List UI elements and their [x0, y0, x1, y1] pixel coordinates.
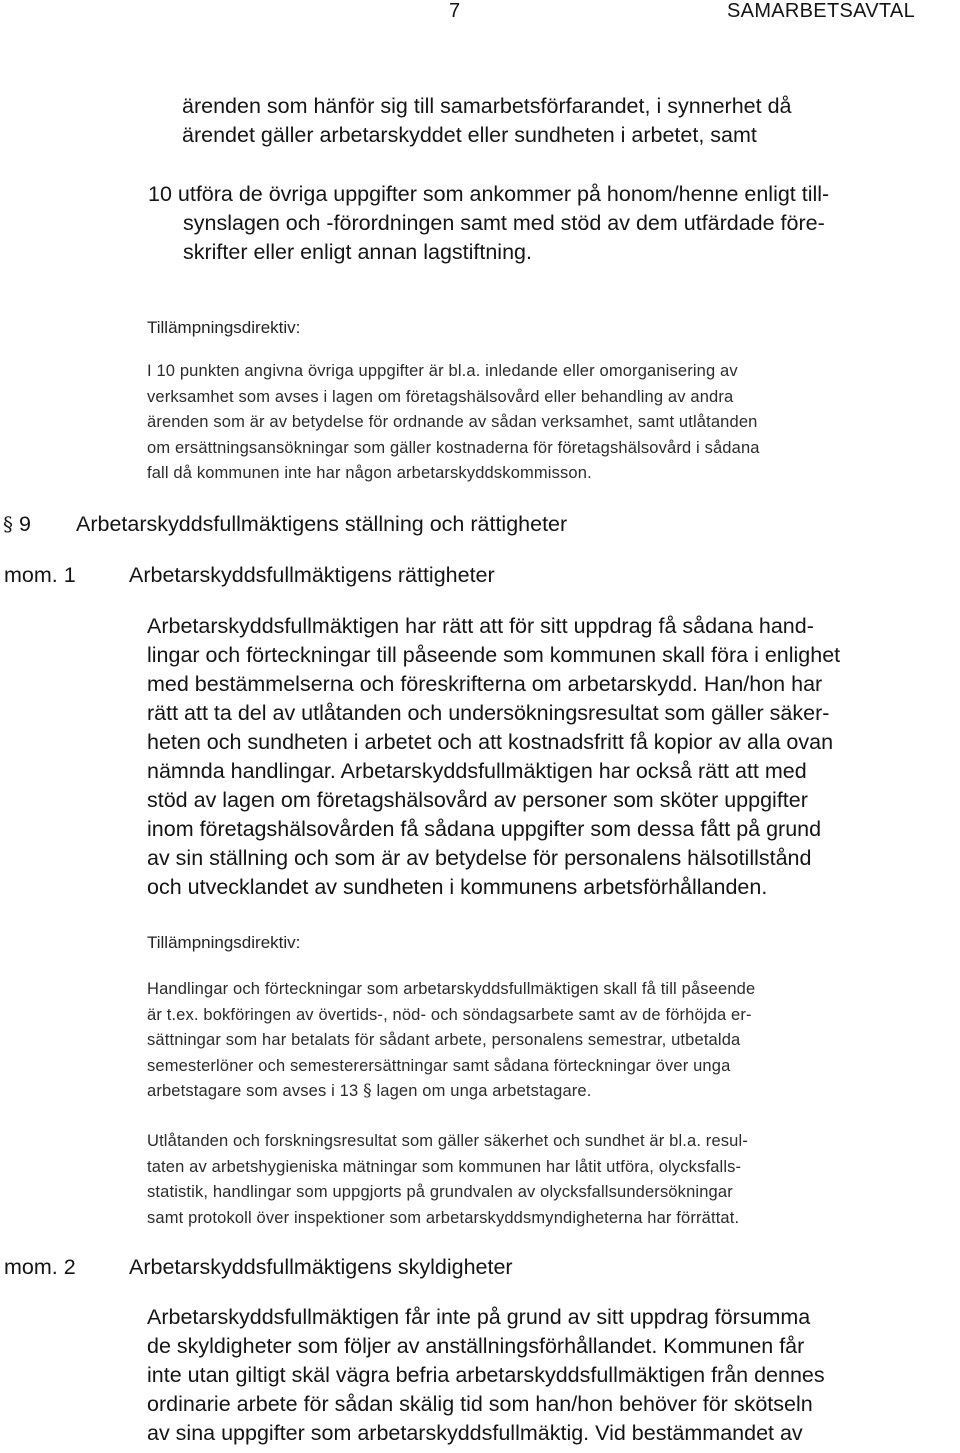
text-line: Arbetarskyddsfullmäktigen får inte på grund av sitt uppdrag försumma — [147, 1305, 811, 1329]
text-line: rätt att ta del av utlåtanden och undersökningsresultat som gäller säker- — [147, 701, 830, 725]
section-number: 9 — [18, 512, 31, 536]
text-line: och utvecklandet av sundheten i kommunens arbetsförhållanden. — [147, 875, 768, 899]
mom-2-paragraph — [147, 1303, 825, 1448]
text-line: ärendet gäller arbetarskyddet eller sundheten i arbetet, samt — [182, 123, 757, 147]
directive-paragraph — [147, 359, 760, 487]
directive-paragraph — [147, 1129, 748, 1231]
text-line: Handlingar och förteckningar som arbetarskyddsfullmäktigen skall få till påseende — [147, 980, 756, 998]
text-line: I 10 punkten angivna övriga uppgifter är bl.a. inledande eller omorganisering av — [147, 362, 738, 380]
text-line: synslagen och -förordningen samt med stöd av dem utfärdade före- — [183, 211, 825, 235]
text-line: sättningar som har betalats för sådant arbete, personalens semestrar, utbetalda — [147, 1031, 741, 1049]
directive-label: Tillämpningsdirektiv: — [147, 318, 301, 337]
section-sign: § — [3, 512, 13, 536]
text-line: skrifter eller enligt annan lagstiftning. — [183, 240, 532, 264]
text-line: heten och sundheten i arbetet och att kostnadsfritt få kopior av alla ovan — [147, 730, 834, 754]
text-line: de skyldigheter som följer av anställningsförhållandet. Kommunen får — [147, 1334, 805, 1358]
text-line: med bestämmelserna och föreskrifterna om arbetarskydd. Han/hon har — [147, 672, 823, 696]
directive-label: Tillämpningsdirektiv: — [147, 933, 301, 952]
text-line: är t.ex. bokföringen av övertids-, nöd- och söndagsarbete samt av de förhöjda er- — [147, 1005, 752, 1024]
text-fragment: lagen om unga arbetstagare. — [376, 1082, 592, 1100]
intro-paragraph — [182, 92, 792, 150]
text-line: 10 utföra de övriga uppgifter som ankommer på honom/henne enligt till- — [148, 182, 830, 206]
mom-title: Arbetarskyddsfullmäktigens skyldigheter — [129, 1255, 513, 1279]
text-line: fall då kommunen inte har någon arbetarskyddskommisson. — [147, 464, 592, 482]
page-number: 7 — [449, 0, 461, 22]
mom-title: Arbetarskyddsfullmäktigens rättigheter — [129, 563, 495, 587]
directive-paragraph — [147, 977, 755, 1105]
text-line: samt protokoll över inspektioner som arbetarskyddsmyndigheterna har förrättat. — [147, 1208, 740, 1227]
text-line: lingar och förteckningar till påseende som kommunen skall föra i enlighet — [147, 643, 841, 667]
text-line — [147, 1079, 755, 1105]
mom-label: mom. 1 — [4, 563, 76, 587]
text-line: om ersättningsansökningar som gäller kostnaderna för företagshälsovård i sådana — [147, 438, 760, 457]
text-line: inte utan giltigt skäl vägra befria arbetarskyddsfullmäktigen från dennes — [147, 1363, 825, 1387]
mom-label: mom. 2 — [4, 1255, 76, 1279]
text-fragment: arbetstagare som avses i 13 — [147, 1082, 359, 1100]
text-line: semesterlöner och semesterersättningar samt sådana förteckningar över unga — [147, 1056, 731, 1075]
text-line: nämnda handlingar. Arbetarskyddsfullmäktigen har också rätt att med — [147, 759, 807, 783]
section-heading — [3, 512, 31, 537]
text-line: ordinarie arbete för sådan skälig tid som han/hon behöver för skötseln — [147, 1392, 813, 1416]
text-line: ärenden som är av betydelse för ordnande av sådan verksamhet, samt utlåtanden — [147, 413, 758, 431]
document-title: SAMARBETSAVTAL — [727, 0, 915, 22]
mom-1-paragraph — [147, 612, 840, 902]
text-line: Utlåtanden och forskningsresultat som gäller säkerhet och sundhet är bl.a. resul- — [147, 1132, 748, 1150]
section-title: Arbetarskyddsfullmäktigens ställning och rättigheter — [76, 512, 568, 536]
text-line: av sina uppgifter som arbetarskyddsfullmäktig. Vid bestämmandet av — [147, 1421, 803, 1445]
item-10-paragraph — [148, 180, 829, 267]
text-line: inom företagshälsovården få sådana uppgifter som dessa fått på grund — [147, 817, 822, 841]
text-line: verksamhet som avses i lagen om företagshälsovård eller behandling av andra — [147, 387, 734, 406]
text-line: ärenden som hänför sig till samarbetsförfarandet, i synnerhet då — [182, 94, 792, 118]
section-sign: § — [363, 1081, 372, 1101]
text-line: stöd av lagen om företagshälsovård av personer som sköter uppgifter — [147, 788, 808, 812]
text-line: taten av arbetshygieniska mätningar som kommunen har låtit utföra, olycksfalls- — [147, 1157, 742, 1176]
text-line: statistik, handlingar som uppgjorts på grundvalen av olycksfallsundersökningar — [147, 1183, 733, 1201]
text-line: av sin ställning och som är av betydelse för personalens hälsotillstånd — [147, 846, 812, 870]
text-line: Arbetarskyddsfullmäktigen har rätt att för sitt uppdrag få sådana hand- — [147, 614, 814, 638]
